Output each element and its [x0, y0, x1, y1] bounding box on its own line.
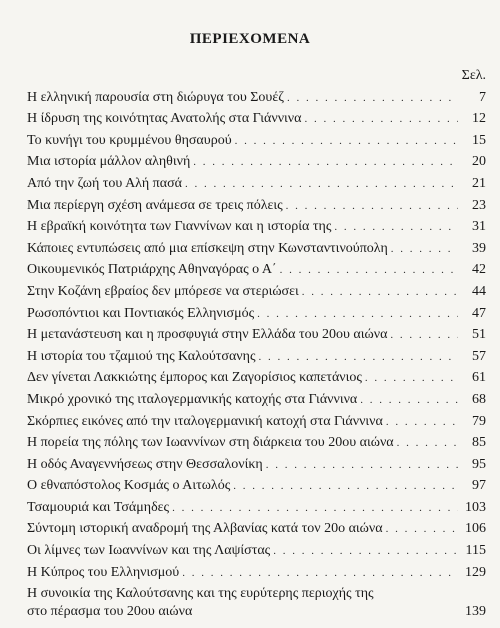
leader-dots	[397, 435, 458, 451]
toc-entry	[27, 559, 486, 581]
toc-list	[27, 84, 486, 621]
leader-dots	[304, 111, 458, 127]
toc-entry-label: Σκόρπιες εικόνες από την ιταλογερμανική κατοχή στα Γιάννινα	[27, 413, 383, 429]
toc-entry-label: Η εβραϊκή κοινότητα των Γιαννίνων και η ιστορία της	[27, 219, 332, 235]
toc-entry-page: 39	[472, 240, 486, 256]
leader-dots	[266, 457, 458, 473]
toc-entry-page: 42	[472, 262, 486, 278]
toc-entry-page: 51	[472, 327, 486, 343]
toc-entry-label-line2: στο πέρασμα του 20ου αιώνα	[27, 603, 193, 619]
toc-entry-label: Το κυνήγι του κρυμμένου θησαυρού	[27, 132, 232, 148]
toc-entry-label: Μια ιστορία μάλλον αληθινή	[27, 154, 191, 170]
toc-entry	[27, 257, 486, 279]
toc-entry-page: 61	[472, 370, 486, 386]
toc-entry-page: 139	[465, 603, 486, 619]
toc-entry	[27, 235, 486, 257]
toc-entry	[27, 127, 486, 149]
leader-dots	[286, 198, 458, 214]
toc-entry	[27, 192, 486, 214]
leader-dots	[302, 284, 458, 300]
leader-dots	[182, 565, 458, 581]
toc-entry-label: Τσαμουριά και Τσάμηδες	[27, 499, 170, 515]
toc-entry-page: 85	[472, 435, 486, 451]
toc-entry-page: 103	[465, 499, 486, 515]
leader-dots	[259, 349, 459, 365]
toc-entry	[27, 343, 486, 365]
toc-entry-label: Ο εθναπόστολος Κοσμάς ο Αιτωλός	[27, 478, 231, 494]
leader-dots	[273, 543, 458, 559]
toc-entry-page: 23	[472, 197, 486, 213]
leader-dots	[193, 154, 458, 170]
toc-entry-page: 97	[472, 478, 486, 494]
leader-dots	[235, 133, 458, 149]
leader-dots	[280, 262, 458, 278]
toc-entry-label: Η μετανάστευση και η προσφυγιά στην Ελλάδα του 20ου αιώνα	[27, 327, 388, 343]
toc-entry-last	[27, 585, 486, 621]
toc-entry	[27, 106, 486, 128]
leader-dots	[386, 521, 458, 537]
toc-entry-page: 68	[472, 391, 486, 407]
toc-entry	[27, 84, 486, 106]
toc-entry	[27, 149, 486, 171]
toc-entry-page: 31	[472, 219, 486, 235]
toc-entry-page: 79	[472, 413, 486, 429]
leader-dots	[386, 414, 458, 430]
toc-entry	[27, 386, 486, 408]
leader-dots	[233, 478, 458, 494]
toc-entry-page: 95	[472, 456, 486, 472]
toc-entry	[27, 322, 486, 344]
leader-dots	[185, 176, 458, 192]
toc-entry-label: Από την ζωή του Αλή πασά	[27, 175, 182, 191]
toc-entry	[27, 408, 486, 430]
leader-dots	[390, 327, 458, 343]
toc-entry	[27, 430, 486, 452]
toc-entry-label: Δεν γίνεται Λακκιώτης έμπορος και Ζαγορίσιος καπετάνιος	[27, 370, 362, 386]
toc-entry-page: 12	[472, 111, 486, 127]
toc-entry	[27, 214, 486, 236]
page-column-header: Σελ.	[461, 68, 486, 83]
toc-entry	[27, 537, 486, 559]
leader-dots	[365, 370, 458, 386]
toc-entry-label: Η πορεία της πόλης των Ιωαννίνων στη διάρκεια του 20ου αιώνα	[27, 435, 394, 451]
toc-entry-page: 106	[465, 521, 486, 537]
toc-entry-label: Οικουμενικός Πατριάρχης Αθηναγόρας ο Α΄	[27, 262, 277, 278]
toc-entry	[27, 365, 486, 387]
toc-entry-label: Στην Κοζάνη εβραίος δεν μπόρεσε να στεριώσει	[27, 283, 299, 299]
leader-dots	[287, 90, 458, 106]
page-title: ΠΕΡΙΕΧΟΜΕΝΑ	[189, 31, 311, 47]
toc-entry-label: Μια περίεργη σχέση ανάμεσα σε τρεις πόλεις	[27, 197, 283, 213]
toc-entry	[27, 516, 486, 538]
leader-dots	[257, 306, 458, 322]
toc-entry-label: Σύντομη ιστορική αναδρομή της Αλβανίας κατά τον 20ο αιώνα	[27, 521, 383, 537]
toc-entry-label: Οι λίμνες των Ιωαννίνων και της Λαψίστας	[27, 543, 271, 559]
toc-entry	[27, 300, 486, 322]
leader-dots	[360, 392, 458, 408]
toc-entry-page: 115	[465, 543, 486, 559]
toc-entry-page: 15	[472, 132, 486, 148]
leader-dots	[334, 219, 458, 235]
toc-entry-label: Η ιστορία του τζαμιού της Καλούτσανης	[27, 348, 256, 364]
toc-entry	[27, 278, 486, 300]
toc-entry-page: 129	[465, 564, 486, 580]
toc-entry-page: 21	[472, 175, 486, 191]
toc-entry-label: Η Κύπρος του Ελληνισμού	[27, 564, 180, 580]
toc-entry-page: 47	[472, 305, 486, 321]
toc-entry-label: Κάποιες εντυπώσεις από μια επίσκεψη στην Κωνσταντινούπολη	[27, 240, 388, 256]
toc-entry-label: Η ίδρυση της κοινότητας Ανατολής στα Γιάννινα	[27, 111, 302, 127]
toc-entry-label-line1: Η συνοικία της Καλούτσανης και της ευρύτερης περιοχής της	[27, 585, 374, 601]
toc-entry-page: 7	[479, 89, 486, 105]
toc-entry-label: Η οδός Αναγεννήσεως στην Θεσσαλονίκη	[27, 456, 263, 472]
toc-entry-page: 20	[472, 154, 486, 170]
toc-entry-label: Ρωσοπόντιοι και Ποντιακός Ελληνισμός	[27, 305, 255, 321]
toc-entry-page: 57	[472, 348, 486, 364]
leader-dots	[172, 500, 458, 516]
toc-entry-label: Μικρό χρονικό της ιταλογερμανικής κατοχής στα Γιάννινα	[27, 391, 358, 407]
toc-entry	[27, 170, 486, 192]
toc-entry-page: 44	[472, 283, 486, 299]
toc-entry-label: Η ελληνική παρουσία στη διώρυγα του Σουέζ	[27, 89, 285, 105]
leader-dots	[391, 241, 458, 257]
toc-entry	[27, 494, 486, 516]
toc-entry	[27, 451, 486, 473]
toc-entry	[27, 473, 486, 495]
